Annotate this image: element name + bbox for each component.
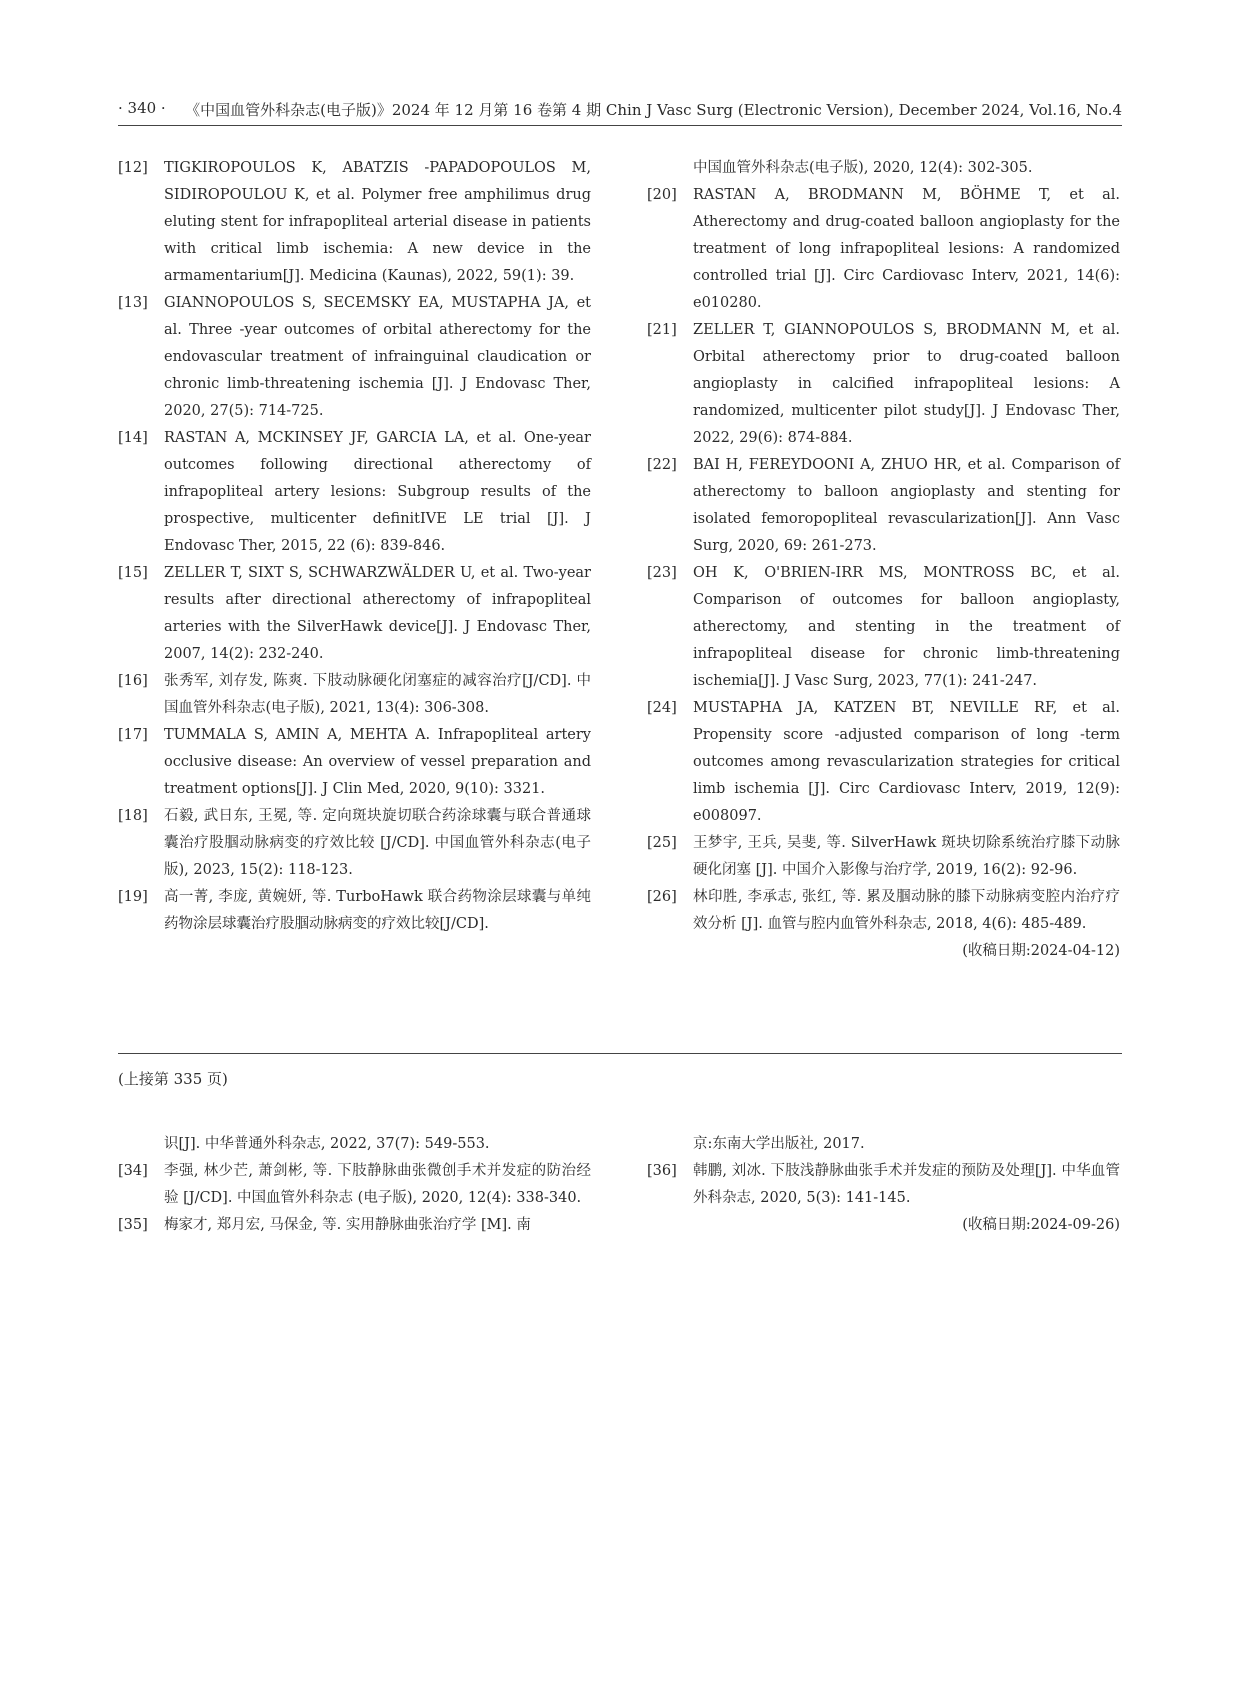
- reference-number: [22]: [647, 457, 677, 473]
- reference-continuation: 识[J]. 中华普通外科杂志, 2022, 37(7): 549-553.: [164, 1136, 490, 1152]
- reference-item: [118, 1212, 591, 1239]
- reference-item: [647, 695, 1120, 830]
- reference-text: GIANNOPOULOS S, SECEMSKY EA, MUSTAPHA JA, et al. Three -year outcomes of orbital atherectomy for the endovascular treatment of infrainguinal claudication or chronic limb-threatening ischemia [J]. J Endovasc Ther, 2020, 27(5): 714-725.: [164, 295, 591, 419]
- reference-number: [20]: [647, 187, 677, 203]
- reference-number: [16]: [118, 673, 148, 689]
- section-divider: [118, 1053, 1122, 1054]
- reference-text: 张秀军, 刘存发, 陈爽. 下肢动脉硬化闭塞症的减容治疗[J/CD]. 中国血管外科杂志(电子版), 2021, 13(4): 306-308.: [164, 673, 591, 716]
- reference-item: [647, 452, 1120, 560]
- reference-item: [118, 560, 591, 668]
- reference-item: [118, 425, 591, 560]
- reference-text: 韩鹏, 刘冰. 下肢浅静脉曲张手术并发症的预防及处理[J]. 中华血管外科杂志, 2020, 5(3): 141-145.: [693, 1163, 1120, 1206]
- reference-text: RASTAN A, BRODMANN M, BÖHME T, et al. Atherectomy and drug-coated balloon angioplasty for the treatment of long infrapopliteal lesions: A randomized controlled trial [J]. Circ Cardiovasc Interv, 2021, 14(6): e010280.: [693, 187, 1120, 311]
- reference-number: [25]: [647, 835, 677, 851]
- reference-continuation: 中国血管外科杂志(电子版), 2020, 12(4): 302-305.: [693, 160, 1033, 176]
- references-left-column: [118, 155, 591, 938]
- reference-item: [647, 317, 1120, 452]
- page-number: · 340 ·: [118, 99, 166, 117]
- reference-text: TUMMALA S, AMIN A, MEHTA A. Infrapopliteal artery occlusive disease: An overview of vessel preparation and treatment options[J]. J Clin Med, 2020, 9(10): 3321.: [164, 727, 591, 797]
- reference-text: ZELLER T, SIXT S, SCHWARZWÄLDER U, et al. Two-year results after directional atherectomy of infrapopliteal arteries with the SilverHawk device[J]. J Endovasc Ther, 2007, 14(2): 232-240.: [164, 565, 591, 662]
- reference-number: [26]: [647, 889, 677, 905]
- reference-text: OH K, O'BRIEN-IRR MS, MONTROSS BC, et al. Comparison of outcomes for balloon angioplasty, atherectomy, and stenting in the treatment of infrapopliteal disease for chronic limb-threatening ischemia[J]. J Vasc Surg, 2023, 77(1): 241-247.: [693, 565, 1120, 689]
- references-right-column: [647, 155, 1120, 965]
- reference-number: [36]: [647, 1163, 677, 1179]
- reference-number: [17]: [118, 727, 148, 743]
- reference-item: [118, 1158, 591, 1212]
- continued-references-left-column: [118, 1131, 591, 1239]
- reference-text: 林印胜, 李承志, 张红, 等. 累及腘动脉的膝下动脉病变腔内治疗疗效分析 [J]. 血管与腔内血管外科杂志, 2018, 4(6): 485-489.: [693, 889, 1120, 932]
- reference-continuation: 京:东南大学出版社, 2017.: [693, 1136, 865, 1152]
- reference-text: 梅家才, 郑月宏, 马保金, 等. 实用静脉曲张治疗学 [M]. 南: [164, 1217, 531, 1233]
- continued-from-note: (上接第 335 页): [118, 1070, 228, 1088]
- reference-number: [23]: [647, 565, 677, 581]
- reference-item: [118, 290, 591, 425]
- continued-references-right-column: [647, 1131, 1120, 1239]
- reference-number: [35]: [118, 1217, 148, 1233]
- reference-item: [647, 884, 1120, 938]
- reference-text: ZELLER T, GIANNOPOULOS S, BRODMANN M, et al. Orbital atherectomy prior to drug-coated balloon angioplasty in calcified infrapopliteal lesions: A randomized, multicenter pilot study[J]. J Endovasc Ther, 2022, 29(6): 874-884.: [693, 322, 1120, 446]
- reference-number: [14]: [118, 430, 148, 446]
- reference-item: [647, 1158, 1120, 1212]
- reference-item: [118, 155, 591, 290]
- reference-text: BAI H, FEREYDOONI A, ZHUO HR, et al. Comparison of atherectomy to balloon angioplasty and stenting for isolated femoropopliteal revascularization[J]. Ann Vasc Surg, 2020, 69: 261-273.: [693, 457, 1120, 554]
- reference-text: 高一菁, 李庞, 黄婉妍, 等. TurboHawk 联合药物涂层球囊与单纯药物涂层球囊治疗股腘动脉病变的疗效比较[J/CD].: [164, 889, 591, 932]
- reference-text: 石毅, 武日东, 王冕, 等. 定向斑块旋切联合药涂球囊与联合普通球囊治疗股腘动脉病变的疗效比较 [J/CD]. 中国血管外科杂志(电子版), 2023, 15(2): 118-123.: [164, 808, 591, 878]
- reference-item: [647, 830, 1120, 884]
- reference-number: [24]: [647, 700, 677, 716]
- running-header: [118, 95, 1122, 126]
- reference-text: TIGKIROPOULOS K, ABATZIS -PAPADOPOULOS M, SIDIROPOULOU K, et al. Polymer free amphilimus drug eluting stent for infrapopliteal arterial disease in patients with critical limb ischemia: A new device in the armamentarium[J]. Medicina (Kaunas), 2022, 59(1): 39.: [164, 160, 591, 284]
- journal-citation: 《中国血管外科杂志(电子版)》2024 年 12 月第 16 卷第 4 期 Chin J Vasc Surg (Electronic Version), December 2024, Vol.16, No.4: [185, 101, 1122, 119]
- reference-number: [34]: [118, 1163, 148, 1179]
- reference-number: [12]: [118, 160, 148, 176]
- reference-number: [19]: [118, 889, 148, 905]
- reference-number: [13]: [118, 295, 148, 311]
- reference-item: [118, 803, 591, 884]
- reference-item: [647, 182, 1120, 317]
- received-date: (收稿日期:2024-09-26): [962, 1217, 1120, 1233]
- reference-text: 王梦宇, 王兵, 吴斐, 等. SilverHawk 斑块切除系统治疗膝下动脉硬化闭塞 [J]. 中国介入影像与治疗学, 2019, 16(2): 92-96.: [693, 835, 1120, 878]
- reference-number: [21]: [647, 322, 677, 338]
- reference-item: [118, 884, 591, 938]
- reference-item: [118, 722, 591, 803]
- reference-text: 李强, 林少芒, 萧剑彬, 等. 下肢静脉曲张微创手术并发症的防治经验 [J/CD]. 中国血管外科杂志 (电子版), 2020, 12(4): 338-340.: [164, 1163, 591, 1206]
- reference-item: [118, 668, 591, 722]
- reference-text: RASTAN A, MCKINSEY JF, GARCIA LA, et al. One-year outcomes following directional atherectomy of infrapopliteal artery lesions: Subgroup results of the prospective, multicenter definitIVE LE trial [J]. J Endovasc Ther, 2015, 22 (6): 839-846.: [164, 430, 591, 554]
- reference-number: [15]: [118, 565, 148, 581]
- received-date: (收稿日期:2024-04-12): [962, 943, 1120, 959]
- reference-text: MUSTAPHA JA, KATZEN BT, NEVILLE RF, et al. Propensity score -adjusted comparison of long -term outcomes among revascularization strategies for critical limb ischemia [J]. Circ Cardiovasc Interv, 2019, 12(9): e008097.: [693, 700, 1120, 824]
- reference-number: [18]: [118, 808, 148, 824]
- reference-item: [647, 560, 1120, 695]
